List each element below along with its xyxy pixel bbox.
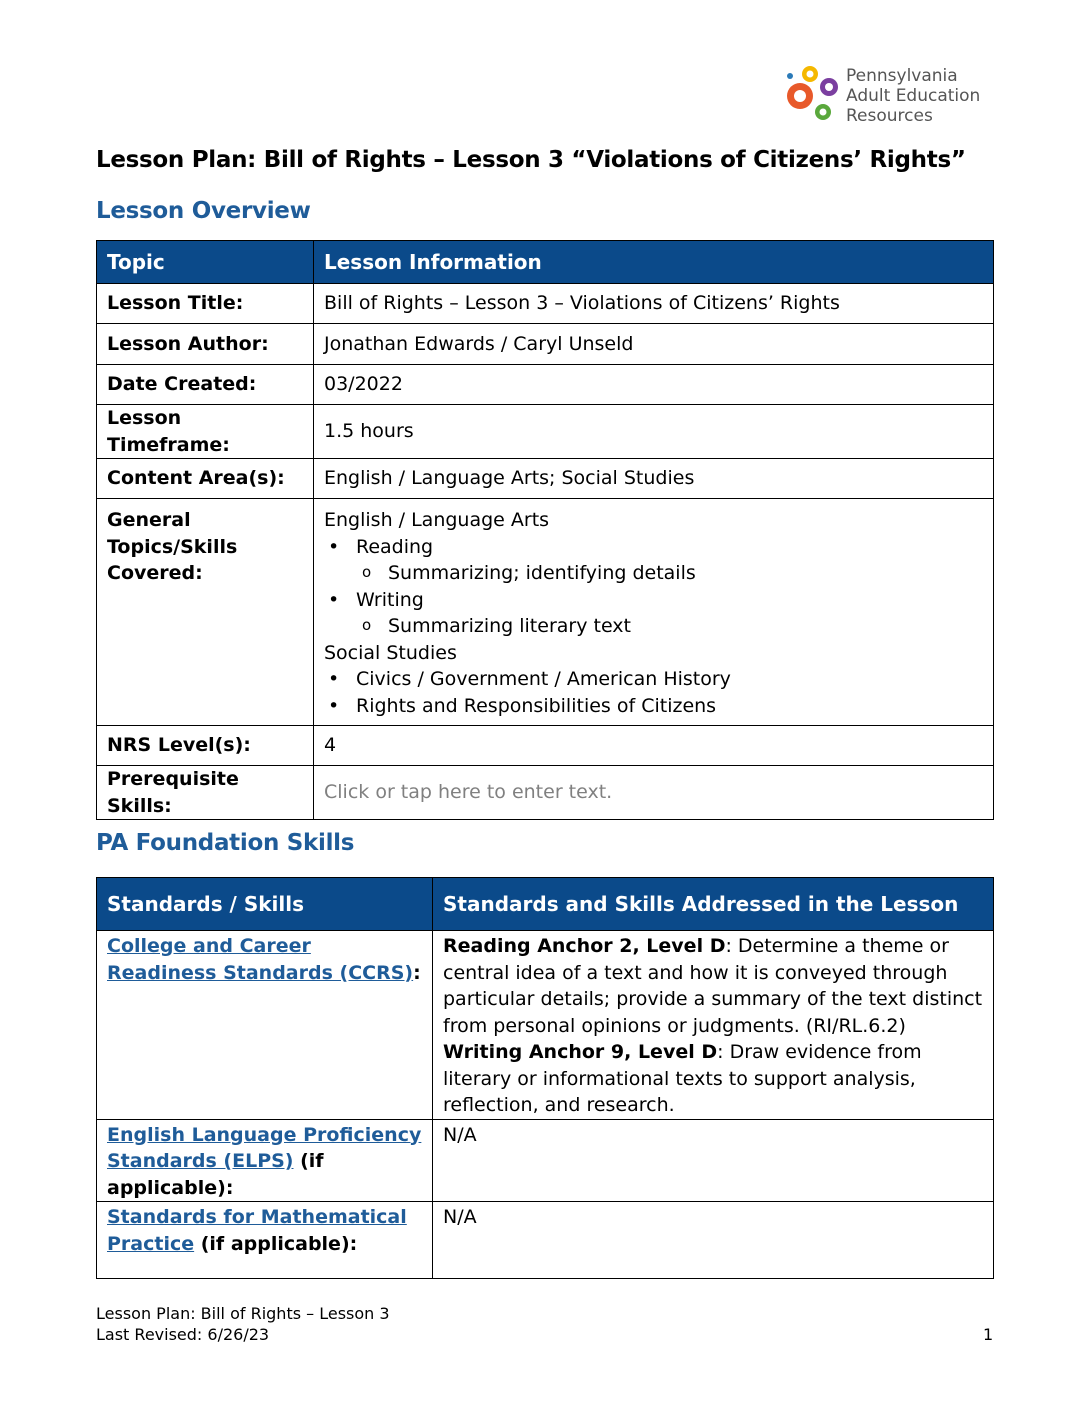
table-row (97, 324, 994, 365)
nrs-value: 4 (314, 726, 994, 766)
footer-line-1: Lesson Plan: Bill of Rights – Lesson 3 (96, 1304, 390, 1323)
table-row (97, 459, 994, 499)
footer-line-2: Last Revised: 6/26/23 (96, 1325, 270, 1344)
row-label: Content Area(s): (97, 459, 314, 499)
foundation-skills-heading: PA Foundation Skills (96, 830, 355, 856)
overview-header-row (97, 241, 994, 284)
elps-value: N/A (433, 1119, 994, 1202)
skills-label-line-1: General (107, 509, 191, 531)
header-standards-skills: Standards / Skills (97, 878, 433, 931)
header-standards-addressed: Standards and Skills Addressed in the Lesson (433, 878, 994, 931)
table-row (97, 365, 994, 405)
gears-icon (780, 62, 846, 128)
bullet-rights: • Rights and Responsibilities of Citizens (324, 693, 983, 720)
sub-bullet: o Summarizing; identifying details (324, 560, 983, 587)
reading-anchor-text: : Determine a theme or central idea of a text and how it is conveyed through particular details; provide a summary of the text distinct from personal opinions or judgments. (RI/RL.6.2) (443, 935, 983, 1037)
table-row (97, 405, 994, 459)
smp-value: N/A (433, 1202, 994, 1279)
row-value: English / Language Arts; Social Studies (314, 459, 994, 499)
reading-anchor: Reading Anchor 2, Level D (443, 935, 726, 957)
writing-anchor: Writing Anchor 9, Level D (443, 1041, 718, 1063)
skills-label-line-3: Covered: (107, 562, 203, 584)
logo-line-1: Pennsylvania (846, 66, 958, 86)
bullet-writing (324, 587, 983, 640)
skills-value (314, 499, 994, 726)
skills-label (97, 499, 314, 726)
writing-anchor-text: : Draw evidence from literary or informational texts to support analysis, reflection, and research. (443, 1041, 922, 1116)
row-label: Lesson Timeframe: (97, 405, 314, 459)
foundation-skills-table (96, 877, 994, 1279)
lesson-overview-table (96, 240, 994, 820)
table-row (97, 766, 994, 820)
elps-suffix: (if applicable): (107, 1150, 324, 1199)
bullet-reading (324, 534, 983, 587)
smp-row (97, 1202, 994, 1279)
ccrs-label (97, 931, 433, 1120)
row-value: 03/2022 (314, 365, 994, 405)
skills-label-line-2: Topics/Skills (107, 535, 238, 558)
elps-label (97, 1119, 433, 1202)
bullet-civics: • Civics / Government / American History (324, 666, 983, 693)
logo-line-2: Adult Education (846, 86, 981, 106)
row-label: Lesson Title: (97, 284, 314, 324)
prereq-input[interactable]: Click or tap here to enter text. (314, 766, 994, 820)
skills-row (97, 499, 994, 726)
logo (780, 62, 1000, 128)
reading-text: Reading (356, 535, 434, 558)
header-lesson-information: Lesson Information (314, 241, 994, 284)
smp-label (97, 1202, 433, 1279)
foundation-header-row (97, 878, 994, 931)
row-label: Date Created: (97, 365, 314, 405)
row-value: Bill of Rights – Lesson 3 – Violations of Citizens’ Rights (314, 284, 994, 324)
page-number: 1 (983, 1325, 994, 1344)
footer (96, 1303, 390, 1345)
table-row (97, 284, 994, 324)
logo-line-3: Resources (846, 106, 933, 126)
ela-heading: English / Language Arts (324, 509, 550, 531)
elps-row (97, 1119, 994, 1202)
row-label: Lesson Author: (97, 324, 314, 365)
ccrs-suffix: : (413, 961, 421, 984)
lesson-overview-heading: Lesson Overview (96, 198, 311, 224)
row-value: 1.5 hours (314, 405, 994, 459)
nrs-label: NRS Level(s): (97, 726, 314, 766)
ss-heading: Social Studies (324, 641, 457, 664)
writing-text: Writing (356, 588, 424, 611)
ccrs-row (97, 931, 994, 1120)
ccrs-value (433, 931, 994, 1120)
sub-bullet: o Summarizing literary text (324, 613, 983, 640)
prereq-label: Prerequisite Skills: (97, 766, 314, 820)
row-value: Jonathan Edwards / Caryl Unseld (314, 324, 994, 365)
elps-link[interactable]: English Language Proficiency Standards (ELPS) (107, 1123, 422, 1172)
smp-suffix: (if applicable): (194, 1232, 358, 1255)
page-title: Lesson Plan: Bill of Rights – Lesson 3 “Violations of Citizens’ Rights” (96, 147, 966, 173)
table-row (97, 726, 994, 766)
ccrs-link[interactable]: College and Career Readiness Standards (CCRS) (107, 935, 414, 984)
smp-link[interactable]: Standards for Mathematical Practice (107, 1206, 407, 1255)
header-topic: Topic (97, 241, 314, 284)
